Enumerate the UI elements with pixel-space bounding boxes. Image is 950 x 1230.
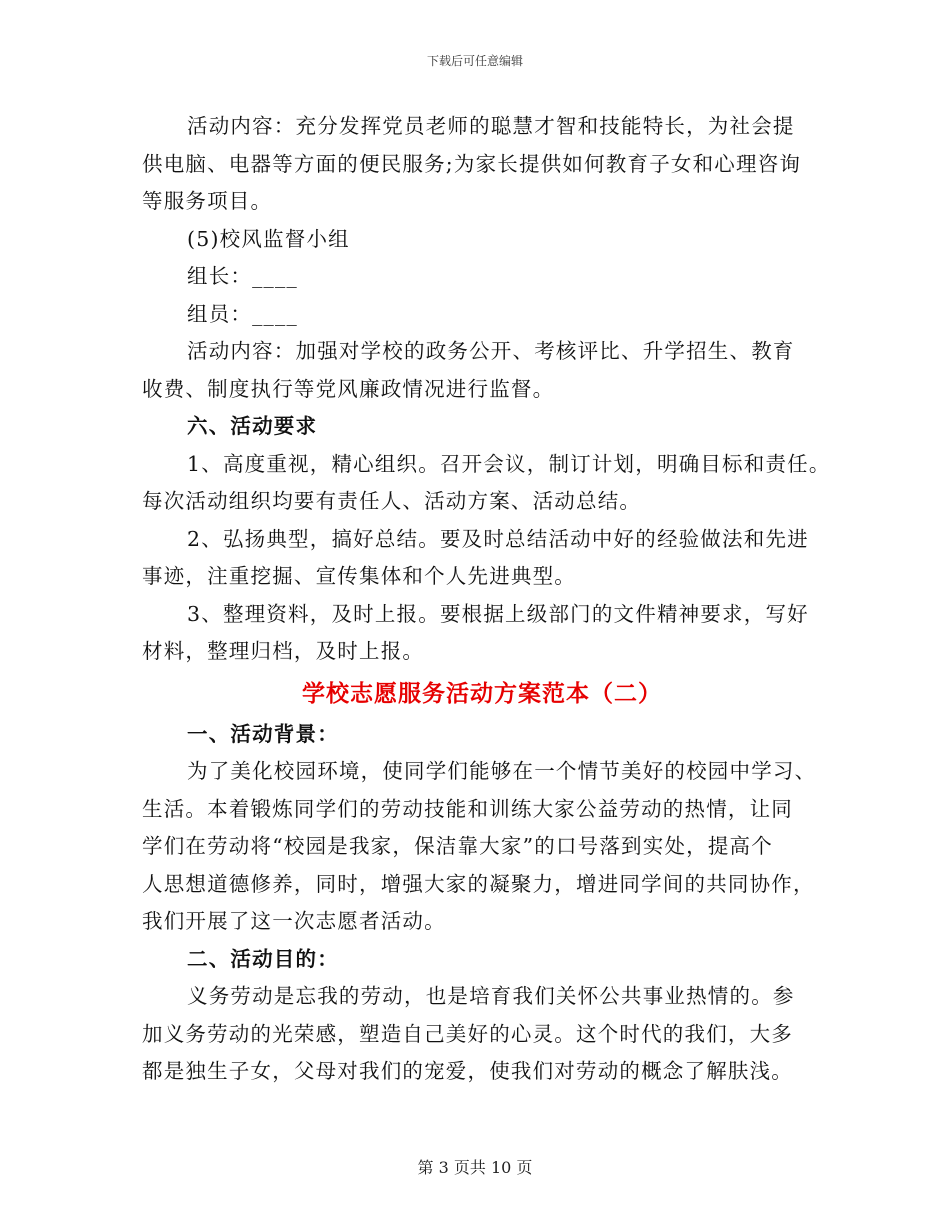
paragraph-line: 2、弘扬典型，搞好总结。要及时总结活动中好的经验做法和先进 [187, 526, 809, 551]
paragraph-line: 活动内容：加强对学校的政务公开、考核评比、升学招生、教育 [187, 339, 795, 363]
section-heading: 六、活动要求 [187, 414, 318, 438]
paragraph-line: 我们开展了这一次志愿者活动。 [142, 909, 446, 933]
paragraph-line: 每次活动组织均要有责任人、活动方案、活动总结。 [142, 489, 642, 513]
group-member-line: 组员：____ [187, 301, 298, 326]
paragraph-line: 事迹，注重挖掘、宣传集体和个人先进典型。 [142, 564, 576, 588]
section-heading: 一、活动背景： [187, 721, 339, 746]
page-header: 下载后可任意编辑 [426, 54, 523, 68]
page-footer: 第 3 页共 10 页 [417, 1158, 533, 1177]
paragraph-line: 收费、制度执行等党风廉政情况进行监督。 [142, 376, 555, 401]
paragraph-line: 都是独生子女，父母对我们的宠爱，使我们对劳动的概念了解肤浅。 [142, 1059, 793, 1083]
paragraph-line: 供电脑、电器等方面的便民服务;为家长提供如何教育子女和心理咨询 [142, 151, 802, 176]
paragraph-line: 义务劳动是忘我的劳动，也是培育我们关怀公共事业热情的。参 [187, 984, 795, 1008]
paragraph-line: 人思想道德修养，同时，增强大家的凝聚力，增进同学间的共同协作， [142, 871, 815, 896]
paragraph-line: 材料，整理归档，及时上报。 [142, 639, 425, 663]
paragraph-line: 3、整理资料，及时上报。要根据上级部门的文件精神要求，写好 [187, 601, 809, 626]
document-title: 学校志愿服务活动方案范本（二） [302, 679, 662, 707]
paragraph-line: 学们在劳动将“校园是我家，保洁靠大家”的口号落到实处，提高个 [142, 834, 773, 858]
document-body [142, 108, 831, 1091]
paragraph-line: 为了美化校园环境，使同学们能够在一个情节美好的校园中学习、 [187, 759, 817, 783]
paragraph-line: 等服务项目。 [142, 189, 273, 213]
subsection-heading: (5)校风监督小组 [187, 226, 350, 251]
group-leader-line: 组长：____ [187, 264, 298, 288]
section-heading: 二、活动目的： [187, 946, 339, 971]
paragraph-line: 活动内容：充分发挥党员老师的聪慧才智和技能特长，为社会提 [187, 114, 795, 138]
paragraph-line: 加义务劳动的光荣感，塑造自己美好的心灵。这个时代的我们，大多 [142, 1021, 793, 1046]
paragraph-line: 生活。本着锻炼同学们的劳动技能和训练大家公益劳动的热情，让同 [142, 796, 793, 821]
paragraph-line: 1、高度重视，精心组织。召开会议，制订计划，明确目标和责任。 [187, 451, 831, 476]
